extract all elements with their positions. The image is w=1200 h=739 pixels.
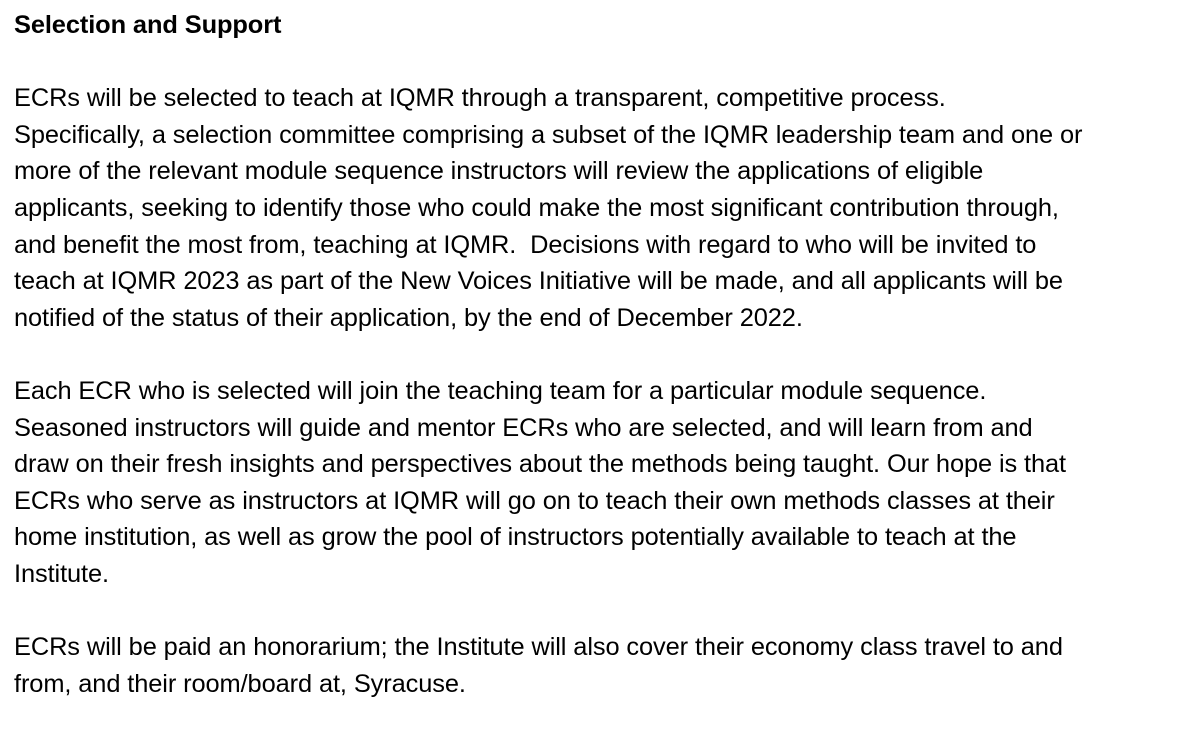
paragraph-line: Institute. <box>14 559 109 588</box>
paragraph-line: and benefit the most from, teaching at IQMR. Decisions with regard to who will be invited to <box>14 230 1037 259</box>
paragraph-teaching-team <box>14 373 1194 593</box>
paragraph-line: teach at IQMR 2023 as part of the New Voices Initiative will be made, and all applicants will be <box>14 267 1063 296</box>
paragraph-honorarium <box>14 629 1194 702</box>
paragraph-line: notified of the status of their application, by the end of December 2022. <box>14 303 803 332</box>
document <box>14 7 1194 739</box>
paragraph-line: Seasoned instructors will guide and mentor ECRs who are selected, and will learn from and <box>14 413 1033 442</box>
paragraph-line: from, and their room/board at, Syracuse. <box>14 669 466 698</box>
paragraph-line: Specifically, a selection committee comprising a subset of the IQMR leadership team and one or <box>14 120 1083 149</box>
section-heading: Selection and Support <box>14 11 282 39</box>
paragraph-line: more of the relevant module sequence instructors will review the applications of eligible <box>14 157 984 186</box>
paragraph-line: draw on their fresh insights and perspectives about the methods being taught. Our hope is that <box>14 450 1067 479</box>
paragraph-line: home institution, as well as grow the pool of instructors potentially available to teach at the <box>14 523 1017 552</box>
paragraph-line: ECRs who serve as instructors at IQMR will go on to teach their own methods classes at their <box>14 486 1055 515</box>
paragraph-line: ECRs will be paid an honorarium; the Institute will also cover their economy class travel to and <box>14 633 1063 662</box>
paragraph-line: Each ECR who is selected will join the teaching team for a particular module sequence. <box>14 376 987 405</box>
paragraph-selection-process <box>14 80 1194 336</box>
paragraph-line: ECRs will be selected to teach at IQMR through a transparent, competitive process. <box>14 84 946 113</box>
paragraph-line: applicants, seeking to identify those who could make the most significant contribution through, <box>14 193 1059 222</box>
